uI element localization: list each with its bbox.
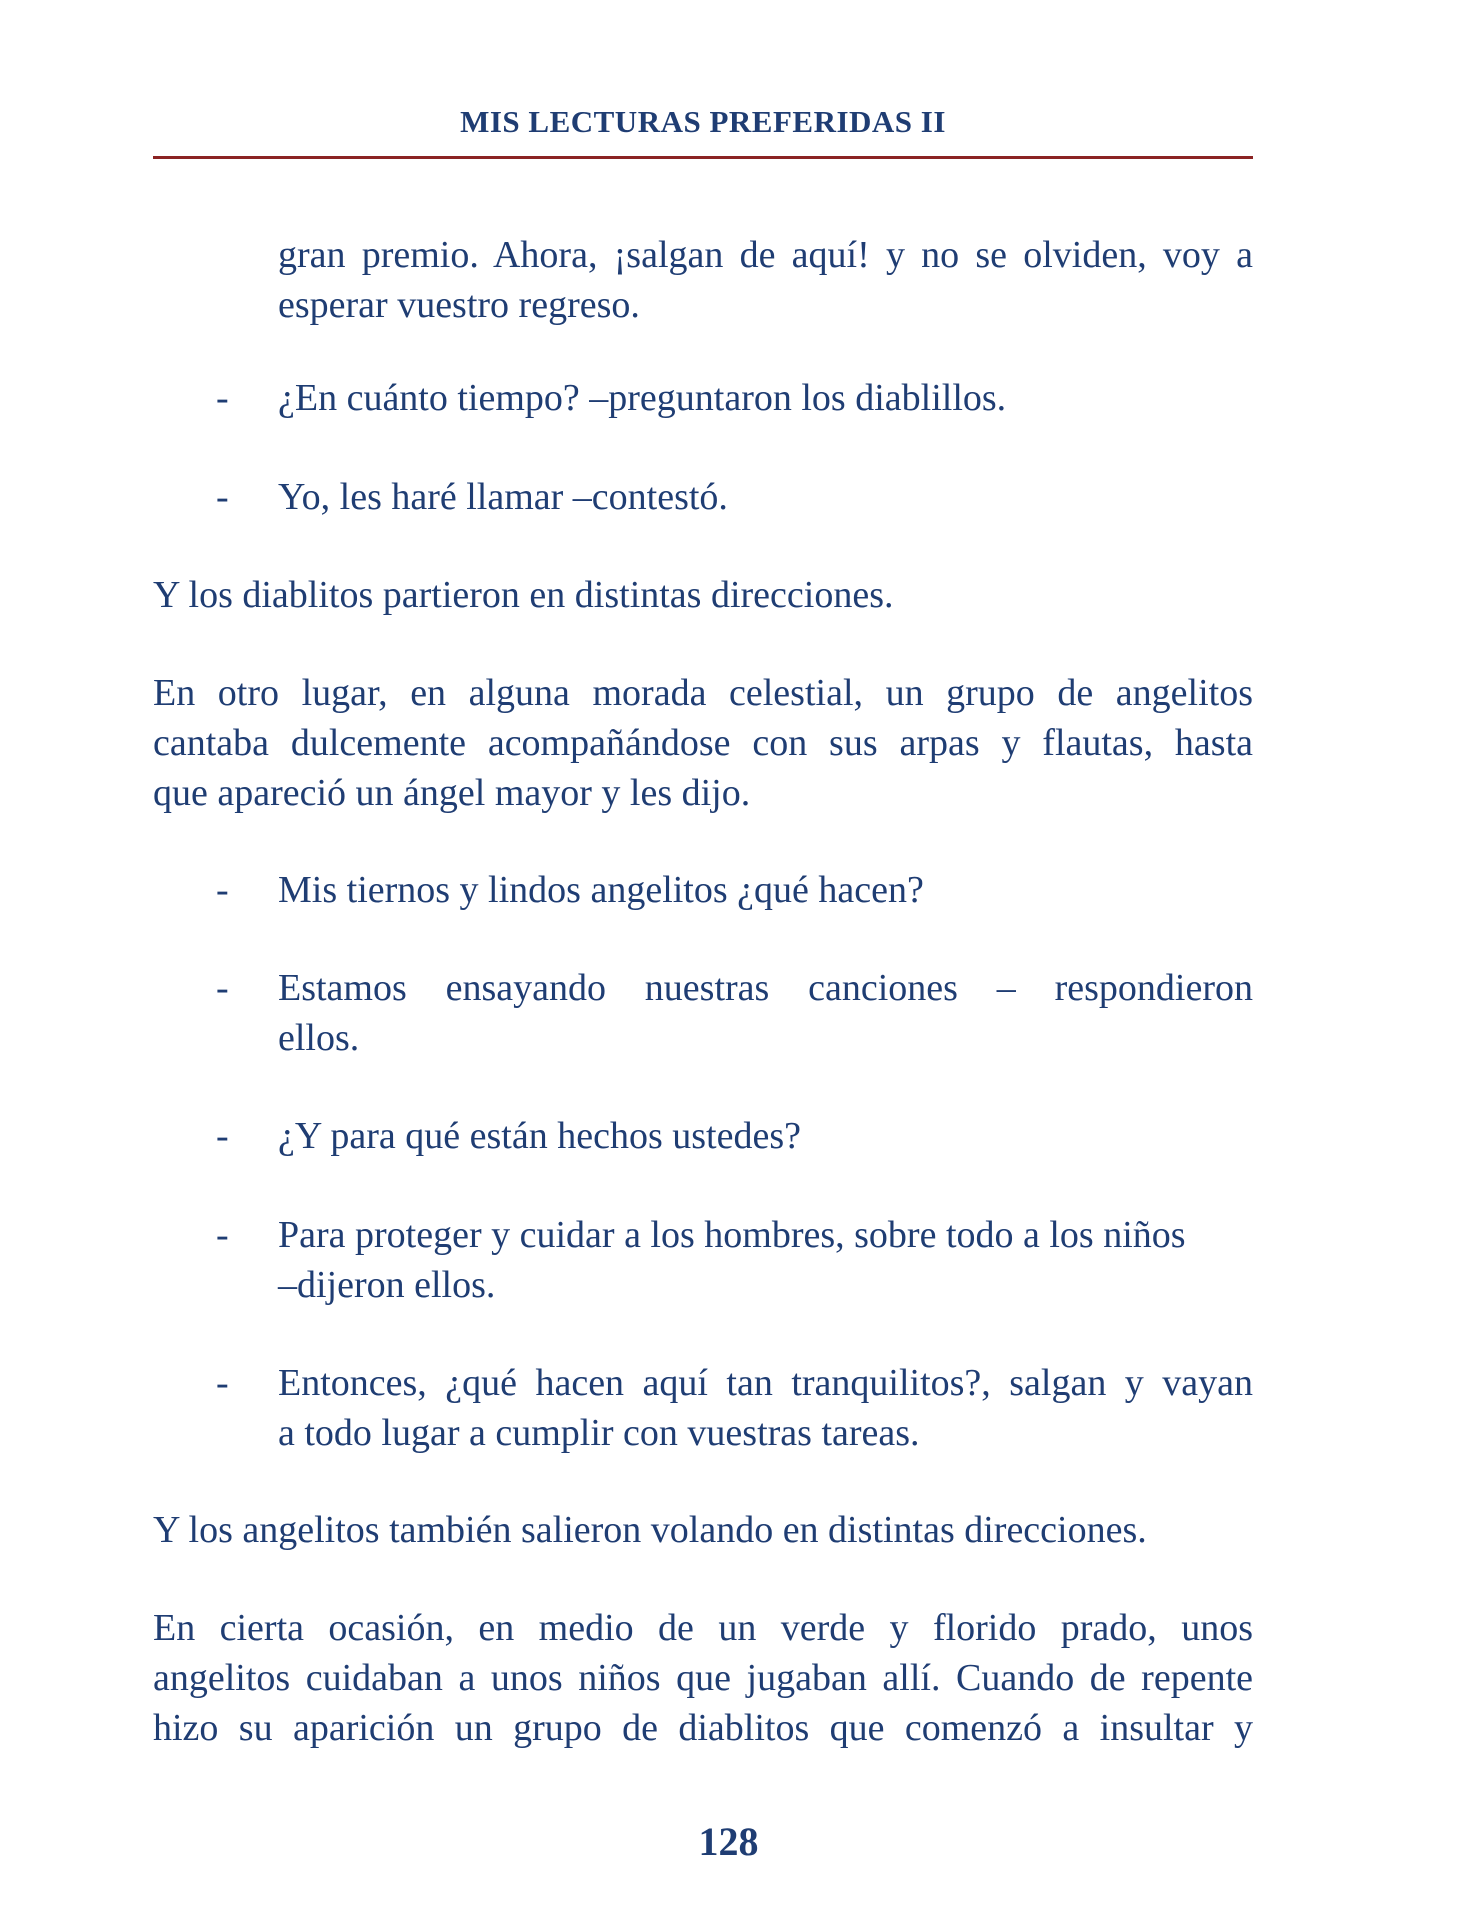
narrative-paragraph bbox=[153, 1603, 1253, 1753]
text-line: gran premio. Ahora, ¡salgan de aquí! y no se olviden, voy a bbox=[278, 234, 1253, 276]
text-line: angelitos cuidaban a unos niños que jugaban allí. Cuando de repente bbox=[153, 1657, 1253, 1699]
dialogue-dash: - bbox=[216, 377, 229, 419]
narrative-paragraph bbox=[153, 668, 1253, 818]
text-line: cantaba dulcemente acompañándose con sus arpas y flautas, hasta bbox=[153, 722, 1253, 764]
text-line: esperar vuestro regreso. bbox=[278, 284, 640, 326]
text-line: ¿Y para qué están hechos ustedes? bbox=[278, 1115, 801, 1157]
text-line: –dijeron ellos. bbox=[278, 1264, 496, 1306]
dialogue-dash: - bbox=[216, 1214, 229, 1256]
text-line: En cierta ocasión, en medio de un verde y florido prado, unos bbox=[153, 1607, 1253, 1649]
narrative-paragraph bbox=[153, 1505, 1253, 1555]
running-header: MIS LECTURAS PREFERIDAS II bbox=[460, 104, 946, 139]
dialogue-dash: - bbox=[216, 967, 229, 1009]
text-line: hizo su aparición un grupo de diablitos que comenzó a insultar y bbox=[153, 1707, 1253, 1749]
text-line: a todo lugar a cumplir con vuestras tareas. bbox=[278, 1412, 920, 1454]
dialogue-dash: - bbox=[216, 1362, 229, 1404]
text-line: Estamos ensayando nuestras canciones – respondieron bbox=[278, 967, 1253, 1009]
text-line: Entonces, ¿qué hacen aquí tan tranquilitos?, salgan y vayan bbox=[278, 1362, 1253, 1404]
text-line: ¿En cuánto tiempo? –preguntaron los diablillos. bbox=[278, 377, 1007, 419]
text-line: En otro lugar, en alguna morada celestial, un grupo de angelitos bbox=[153, 672, 1253, 714]
narrative-paragraph bbox=[153, 570, 1253, 620]
text-line: Y los diablitos partieron en distintas direcciones. bbox=[153, 574, 894, 616]
header-rule bbox=[153, 156, 1253, 159]
dialogue-dash: - bbox=[216, 1115, 229, 1157]
text-line: Mis tiernos y lindos angelitos ¿qué hacen? bbox=[278, 869, 924, 911]
page-number: 128 bbox=[698, 1819, 759, 1864]
dialogue-dash: - bbox=[216, 869, 229, 911]
dialogue-dash: - bbox=[216, 476, 229, 518]
text-line: que apareció un ángel mayor y les dijo. bbox=[153, 772, 751, 814]
text-line: ellos. bbox=[278, 1017, 360, 1059]
text-line: Para proteger y cuidar a los hombres, sobre todo a los niños bbox=[278, 1214, 1186, 1256]
text-line: Y los angelitos también salieron volando en distintas direcciones. bbox=[153, 1509, 1147, 1551]
text-line: Yo, les haré llamar –contestó. bbox=[278, 476, 728, 518]
